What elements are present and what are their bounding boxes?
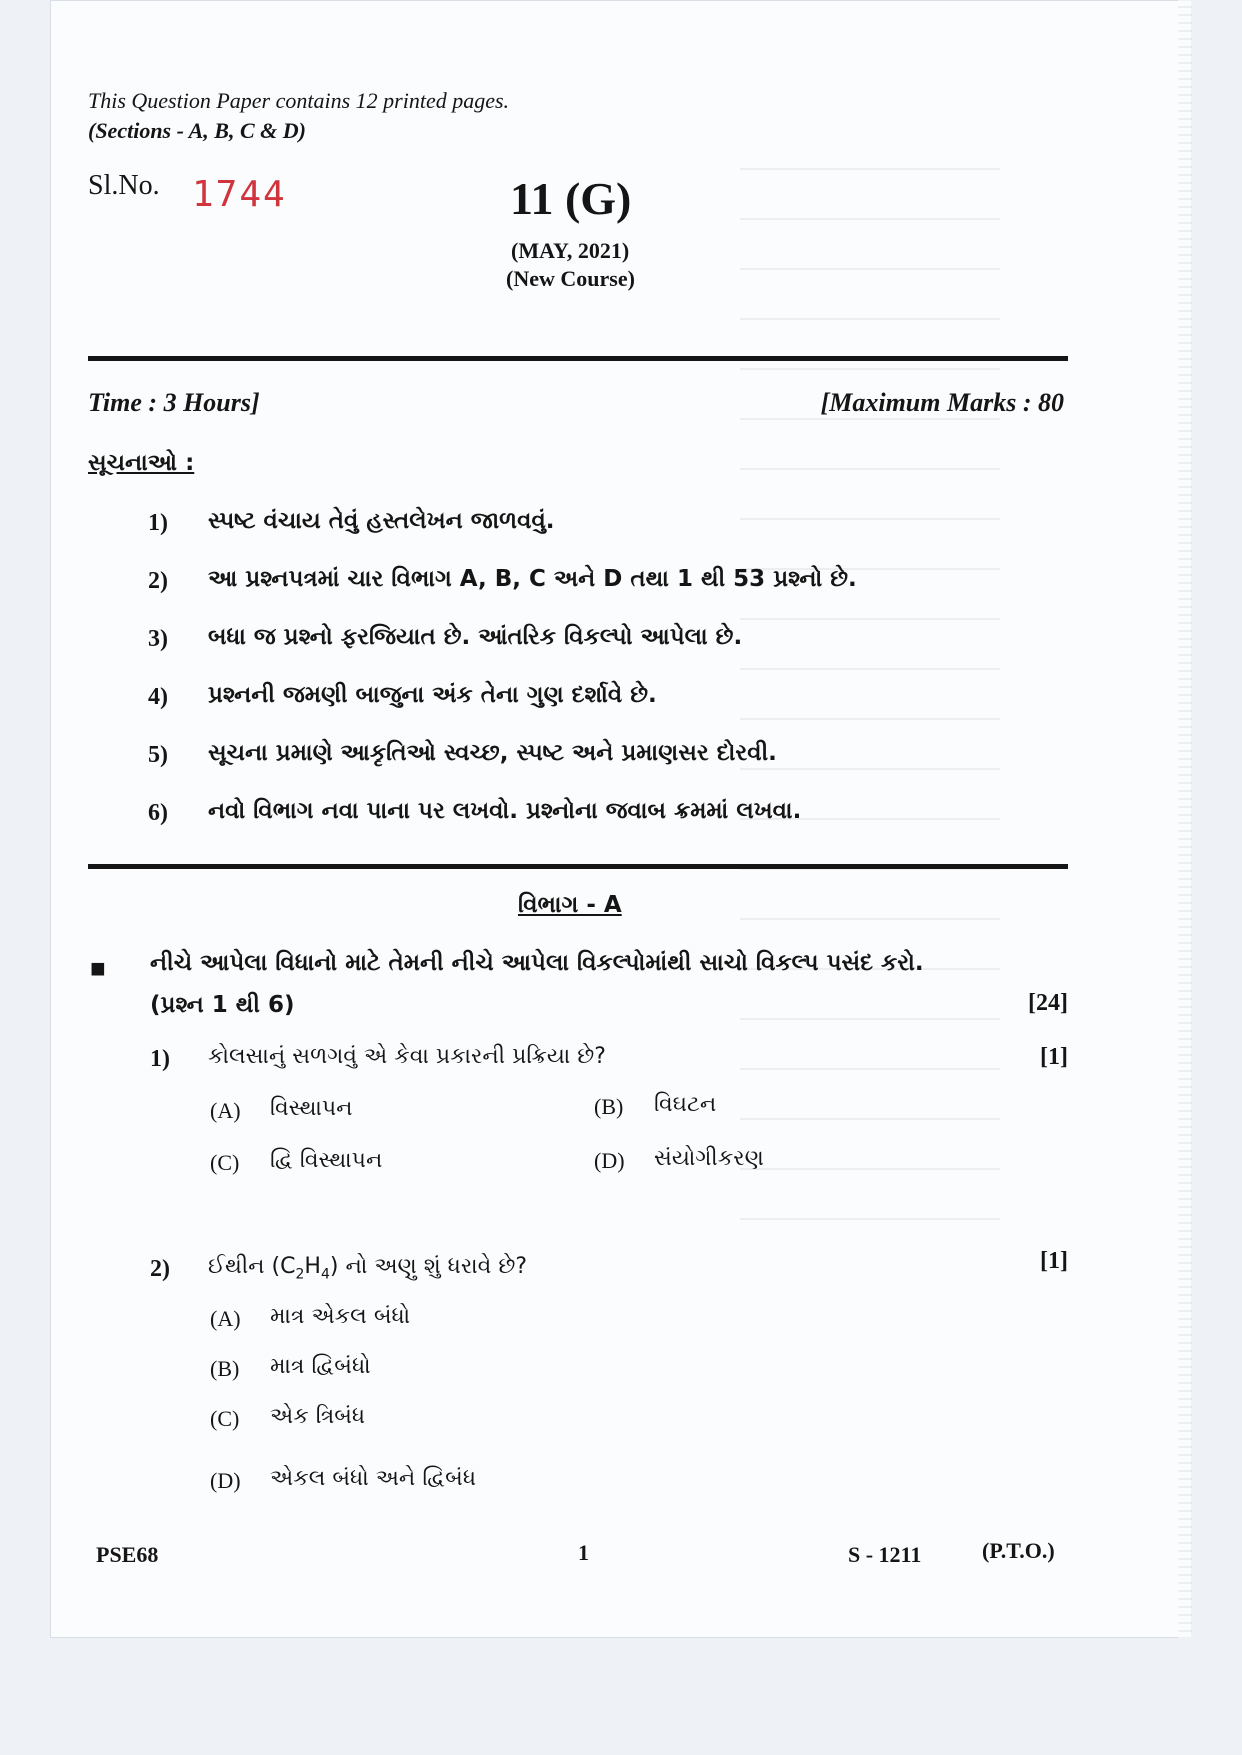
option-label: (D) — [210, 1468, 241, 1493]
instruction-number: 4) — [148, 684, 168, 710]
instruction-number: 1) — [148, 510, 168, 536]
question-marks: [1] — [1040, 1248, 1068, 1274]
option-label: (D) — [594, 1148, 625, 1173]
option-label: (B) — [210, 1356, 240, 1381]
instruction-number: 2) — [148, 568, 168, 594]
instruction-number: 6) — [148, 800, 168, 826]
instruction-text: આ પ્રશ્નપત્રમાં ચાર વિભાગ A, B, C અને D તથા 1 થી 53 પ્રશ્નો છે. — [208, 566, 857, 592]
instructions-divider — [88, 864, 1068, 869]
section-instruction: નીચે આપેલા વિધાનો માટે તેમની નીચે આપેલા વિકલ્પોમાંથી સાચો વિકલ્પ પસંદ કરો. — [150, 950, 924, 976]
instructions-title: સૂચનાઓ : — [88, 450, 195, 476]
instruction-text: સૂચના પ્રમાણે આકૃતિઓ સ્વચ્છ, સ્પષ્ટ અને પ્રમાણસર દોરવી. — [208, 740, 777, 766]
question-number: 1) — [150, 1046, 170, 1072]
option-text: માત્ર દ્વિબંધો — [270, 1354, 371, 1379]
header-divider — [88, 356, 1068, 361]
option-text: સંયોગીકરણ — [654, 1146, 764, 1171]
option-text: દ્વિ વિસ્થાપન — [270, 1148, 383, 1173]
instruction-text: બધા જ પ્રશ્નો ફરજિયાત છે. આંતરિક વિકલ્પો આપેલા છે. — [208, 624, 743, 650]
option-text: માત્ર એકલ બંધો — [270, 1304, 411, 1329]
paper-series-code: PSE68 — [96, 1542, 159, 1567]
series-number: S - 1211 — [848, 1542, 922, 1567]
exam-session: (MAY, 2021) — [511, 238, 630, 263]
paper-code: 11 (G) — [510, 173, 632, 224]
question-number: 2) — [150, 1256, 170, 1282]
instruction-text: નવો વિભાગ નવા પાના પર લખવો. પ્રશ્નોના જવાબ ક્રમમાં લખવા. — [208, 798, 802, 824]
question-text: ઈથીન $(C_2H_4)$ નો અણુ શું ધરાવે છે? — [208, 1254, 528, 1283]
option-text: એક ત્રિબંધ — [270, 1404, 366, 1429]
section-heading: વિભાગ - A — [518, 892, 622, 918]
option-label: (C) — [210, 1150, 240, 1175]
instruction-text: સ્પષ્ટ વંચાય તેવું હસ્તલેખન જાળવવું. — [208, 508, 555, 534]
bullet-icon: ■ — [90, 954, 106, 983]
option-text: વિઘટન — [654, 1092, 717, 1117]
option-label: (B) — [594, 1094, 624, 1119]
subscript-2: 2 — [295, 1266, 305, 1283]
sections-note: (Sections - A, B, C & D) — [88, 118, 306, 143]
subscript-4: 4 — [320, 1266, 330, 1283]
option-text: એકલ બંધો અને દ્વિબંધ — [270, 1466, 477, 1491]
instruction-text: પ્રશ્નની જમણી બાજુના અંક તેના ગુણ દર્શાવે છે. — [208, 682, 657, 708]
question-text: કોલસાનું સળગવું એ કેવા પ્રકારની પ્રક્રિયા છે? — [208, 1044, 606, 1069]
section-marks: [24] — [1028, 990, 1068, 1016]
serial-number: 1744 — [192, 174, 287, 215]
option-label: (A) — [210, 1098, 241, 1123]
question-range: (પ્રશ્ન 1 થી 6) — [150, 992, 295, 1018]
page-number: 1 — [578, 1540, 589, 1565]
page-edge — [1178, 0, 1192, 1638]
time-allowed: Time : 3 Hours] — [88, 388, 260, 417]
question-marks: [1] — [1040, 1044, 1068, 1070]
pages-note: This Question Paper contains 12 printed pages. — [88, 88, 510, 113]
option-label: (A) — [210, 1306, 241, 1331]
option-label: (C) — [210, 1406, 240, 1431]
maximum-marks: [Maximum Marks : 80 — [820, 388, 1064, 417]
instruction-number: 5) — [148, 742, 168, 768]
course-type: (New Course) — [506, 266, 635, 291]
serial-label: Sl.No. — [88, 170, 160, 201]
please-turn-over: (P.T.O.) — [982, 1538, 1055, 1563]
instruction-number: 3) — [148, 626, 168, 652]
option-text: વિસ્થાપન — [270, 1096, 353, 1121]
